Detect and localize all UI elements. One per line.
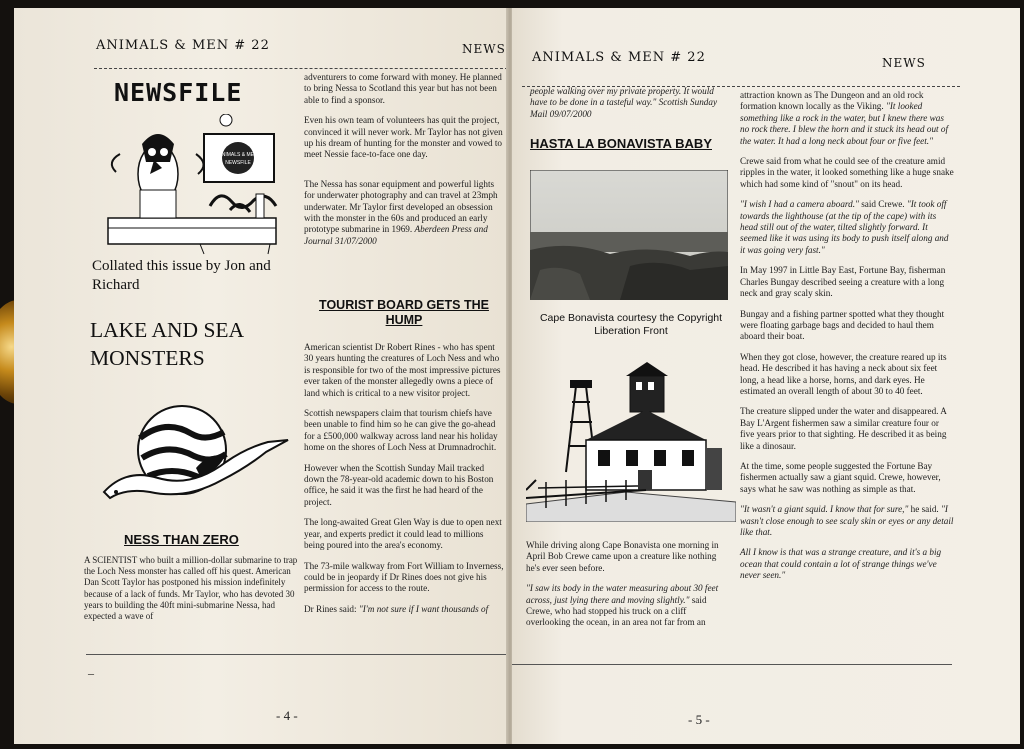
rines-said-paragraph — [304, 604, 504, 615]
sonar-source: Aberdeen Press and Journal 31/07/2000 — [304, 224, 488, 246]
right-footer-rule — [512, 664, 952, 665]
sonar-paragraph — [304, 179, 504, 247]
svg-text:ANIMALS & MEN: ANIMALS & MEN — [218, 152, 258, 158]
not-squid-paragraph — [740, 504, 954, 538]
tourist-board-title: TOURIST BOARD GETS THE HUMP — [319, 298, 489, 327]
right-page — [512, 8, 1020, 744]
hasta-la-bonavista-title: HASTA LA BONAVISTA BABY — [530, 136, 712, 151]
private-property-quote: people walking over my private property. It would have to be done in a tasteful way." — [530, 86, 714, 108]
left-column-2-top — [304, 72, 504, 256]
private-property-source: Scottish Sunday Mail 09/07/2000 — [530, 97, 718, 119]
rines-said-lead: Dr Rines said: — [304, 603, 359, 614]
camera-mid: said Crewe. — [858, 199, 907, 210]
camera-quote: "I wish I had a camera aboard." — [740, 199, 859, 210]
cape-bonavista-photo — [530, 170, 728, 300]
left-header-section: NEWS — [462, 42, 506, 56]
bungay-paragraph: In May 1997 in Little Bay East, Fortune Bay, fisherman Charles Bungay described seeing a creature with a long neck and gray scaly skin. — [740, 265, 946, 299]
slipped-under-paragraph: The creature slipped under the water and disappeared. A Bay L'Argent fishermen saw a similar creature four or five years prior to that sighting. He described it as being like a dinosaur. — [740, 406, 947, 451]
collated-credit: Collated this issue by Jon and Richard — [92, 258, 271, 293]
not-squid-mid: he said. — [908, 504, 942, 515]
right-header-title: ANIMALS & MEN # 22 — [532, 50, 706, 65]
dungeon-paragraph — [740, 90, 954, 147]
left-header-rule — [94, 68, 508, 69]
saw-body-paragraph — [526, 583, 726, 629]
great-glen-paragraph: The long-awaited Great Glen Way is due to open next year, and experts predict it could lead to millions being poured into the area's economy. — [304, 517, 502, 551]
right-page-number: - 5 - — [688, 712, 710, 727]
lake-sea-monsters-title: LAKE AND SEA MONSTERS — [90, 318, 243, 370]
sea-serpent-illustration — [96, 398, 296, 508]
giant-squid-paragraph: At the time, some people suggested the Fortune Bay fishermen actually saw a giant squid. Crewe, however, says what he saw was nothing as simple as that. — [740, 460, 941, 494]
left-footer-rule — [86, 654, 508, 655]
newsfile-cartoon — [100, 114, 300, 256]
nessa-sponsor-paragraph: adventurers to come forward with money. He planned to bring Nessa to Scotland this year but has not been able to find a sponsor. — [304, 72, 502, 105]
saw-body-rest: said Crewe, who had stopped his truck on a cliff overlooking the ocean, in an area not far from an — [526, 594, 707, 628]
fort-william-paragraph: The 73-mile walkway from Fort William to Inverness, could be in jeopardy if Dr Rines does not give his permission for access to the route. — [304, 560, 504, 594]
driving-paragraph: While driving along Cape Bonavista one morning in April Bob Crewe came upon a creature like nothing he's ever seen before. — [526, 540, 719, 573]
right-column-2 — [740, 90, 954, 591]
volunteers-paragraph: Even his own team of volunteers has quit the project, convinced it will never work. Mr Taylor has not given up his dream of hunting for the monster and vowed to meet Nessie face-to-face one day. — [304, 115, 503, 160]
right-column-1-bottom — [526, 540, 726, 638]
ness-than-zero-title: NESS THAN ZERO — [124, 532, 239, 547]
reared-up-paragraph: When they got close, however, the creature reared up its head. He described it has having a neck about six feet long, a head like a horse, horns, and dark eyes. He estimated an overall length of about 30 to 40 feet. — [740, 351, 947, 396]
not-close-quote: "I wasn't close enough to see scaly skin or eyes or any detail like that. — [740, 504, 954, 537]
dungeon-text: attraction known as The Dungeon and an old rock formation known locally as the Viking. — [740, 90, 924, 112]
left-footer-dash: – — [88, 666, 94, 680]
strange-creature-paragraph: All I know is that was a strange creature, and it's a big ocean that could contain a lot of strange things we've never seen." — [740, 547, 942, 581]
ripples-paragraph: Crewe said from what he could see of the creature amid ripples in the water, it looked something like a huge snake which had some kind of "snout" on its head. — [740, 156, 954, 189]
garbage-bags-paragraph: Bungay and a fishing partner spotted what they thought were floating garbage bags and decided to haul them aboard their boat. — [740, 308, 945, 342]
rines-paragraph: American scientist Dr Robert Rines - who has spent 30 years hunting the creatures of Loch Ness and who is responsible for two of the most impressive pictures ever taken of the monster allegedly owns a piece of land which is critical to a new visitor project. — [304, 342, 501, 398]
right-header-section: NEWS — [882, 56, 926, 70]
dungeon-quote: "It looked something like a rock in the water, but I knew there was no rock there. I blew the horn and it stuck its head out of the water. It had a long neck about four or five feet." — [740, 101, 949, 146]
walkway-paragraph: Scottish newspapers claim that tourism chiefs have been unable to find him so he can give the go-ahead for a £500,000 walkway across land near his holiday home on the shores of Loch Ness at Drumnadrochit. — [304, 408, 498, 453]
lighthouse-illustration — [526, 362, 736, 522]
right-column-1-top — [530, 86, 730, 120]
sonar-text: The Nessa has sonar equipment and powerful lights for underwater photography and can travel at 23mph underwater. Mr Taylor first developed an obsession with the monster in the 60s and produced an early prototype submarine in 1969. — [304, 178, 498, 235]
left-column-2-bottom — [304, 342, 504, 624]
svg-text:NEWSFILE: NEWSFILE — [225, 160, 251, 166]
rines-said-quote: "I'm not sure if I want thousands of — [358, 603, 489, 614]
ness-than-zero-body: A SCIENTIST who built a million-dollar submarine to trap the Loch Ness monster has called off his quest. American Dan Scott Taylor has postponed his mission indefinitely because of a lack of funds. Mr Taylor, who has devoted 30 years to building the 40ft mini-submarine Nessa, had expected a wave of — [84, 555, 298, 622]
saw-body-quote: "I saw its body in the water measuring about 30 feet across, just lying there and moving slightly." — [526, 583, 719, 605]
newsfile-title: NEWSFILE — [114, 78, 243, 107]
boston-paragraph: However when the Scottish Sunday Mail tracked down the 78-year-old academic down to his Boston office, he said it was the first he had heard of the project. — [304, 462, 494, 507]
left-page — [14, 8, 508, 744]
not-squid-quote: "It wasn't a giant squid. I know that for sure," — [740, 504, 909, 515]
lighthouse-quote: "It took off towards the lighthouse (at the tip of the cape) with its head still out of the water, tilted slightly forward. It seemed like it was using its body to push itself along and it was going very fast." — [740, 199, 949, 255]
photo-caption: Cape Bonavista courtesy the Copyright Liberation Front — [539, 312, 723, 337]
left-header-title: ANIMALS & MEN # 22 — [96, 38, 270, 53]
left-page-number: - 4 - — [276, 708, 298, 723]
camera-paragraph — [740, 199, 954, 256]
